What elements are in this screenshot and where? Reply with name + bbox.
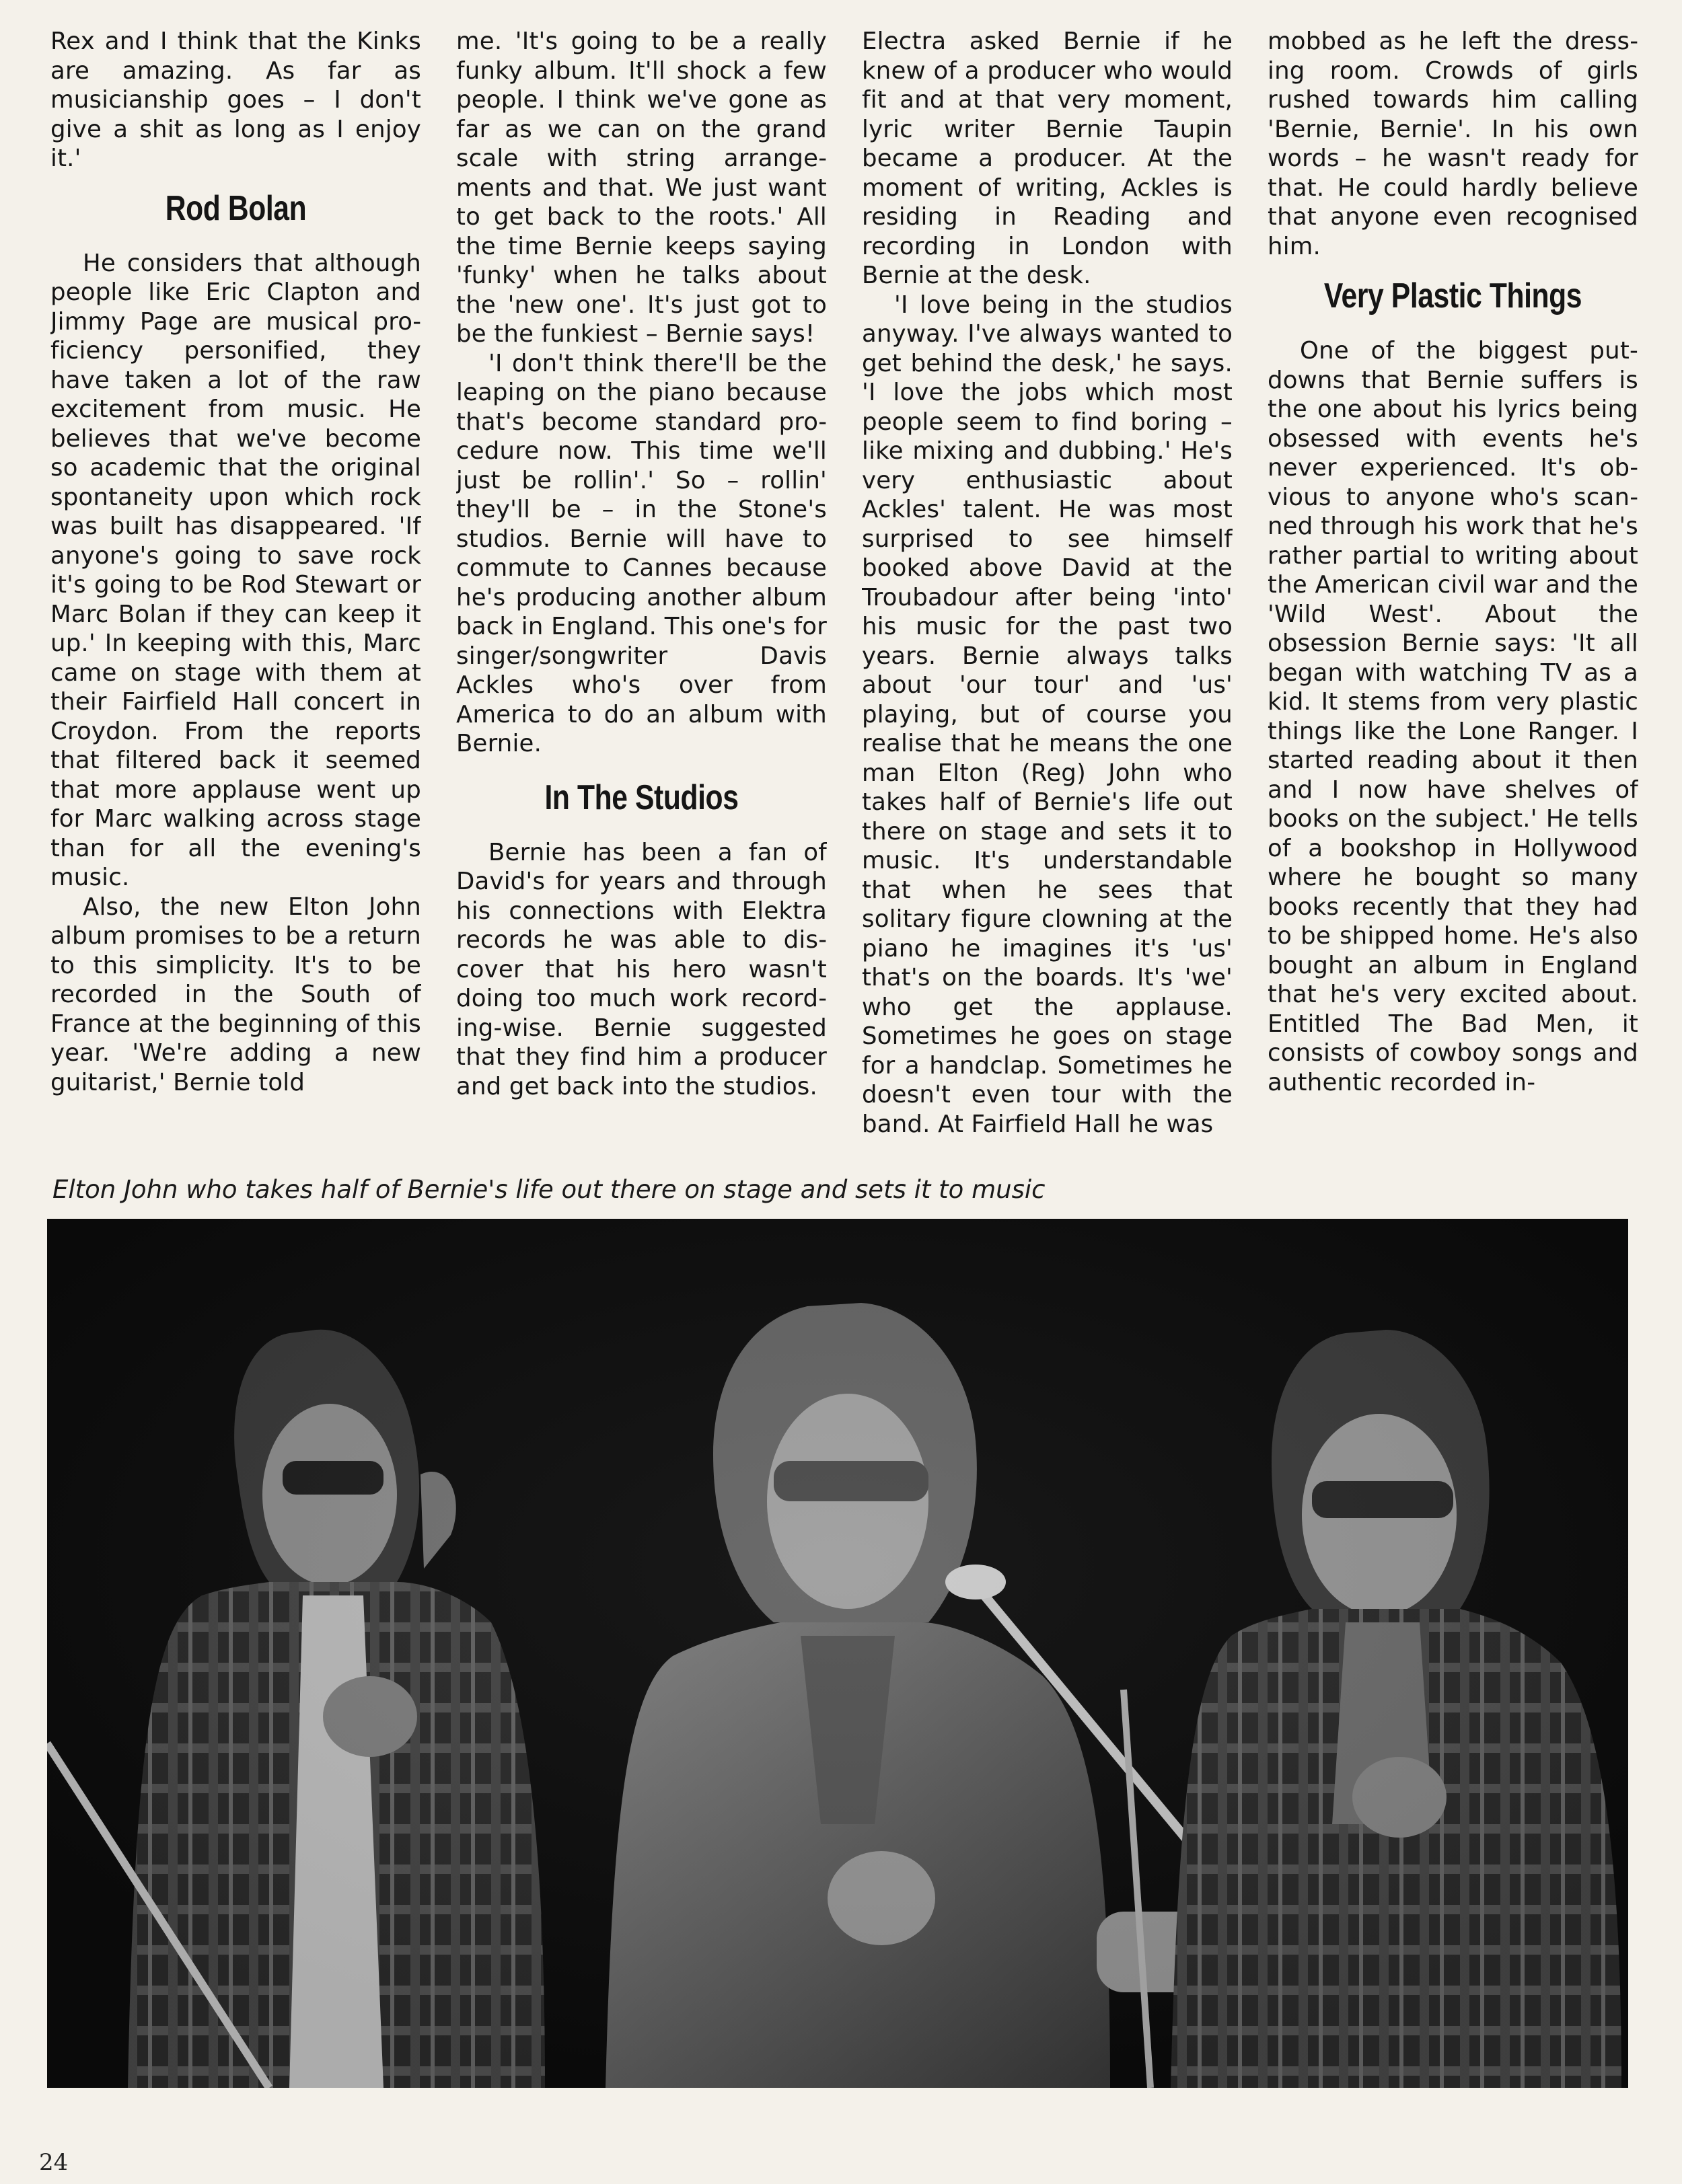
column-2: [456, 27, 827, 1170]
body-paragraph: Bernie has been a fan of David's for years and through his connections with Elektra records he was able to discover that his hero wasn't doing too much work recording-wise. Bernie suggested that they find him a producer and get back into the studios.: [456, 838, 827, 1100]
body-paragraph: mobbed as he left the dressing room. Crowds of girls rushed towards him calling 'Bernie, Bernie'. In his own words – he wasn't ready for that. He could hardly believe that anyone even recognised him.: [1268, 28, 1638, 260]
photo-caption: Elton John who takes half of Bernie's life out there on stage and sets it to music: [52, 1175, 1046, 1204]
section-heading: In The Studios: [544, 778, 739, 817]
body-paragraph: 'I don't think there'll be the leaping on the piano because that's become standard procedure now. This time we'll just be rollin'.' So – rollin' they'll be – in the Stone's studios. Bernie will have to commute to Cannes because he's producing another album back in England. This one's for singer/songwriter Davis Ackles who's over from America to do an album with Bernie.: [456, 349, 827, 757]
column-4: [1268, 27, 1638, 1170]
section-heading: Rod Bolan: [165, 188, 307, 228]
column-1: [50, 27, 421, 1170]
body-paragraph: Rex and I think that the Kinks are amazing. As far as musicianship goes – I don't give a shit as long as I enjoy it.': [50, 28, 421, 172]
body-paragraph: Electra asked Bernie if he knew of a producer who would fit and at that very moment, lyric writer Bernie Taupin became a producer. At the moment of writing, Ackles is residing in Reading and recording in London with Bernie at the desk.: [862, 28, 1233, 289]
body-paragraph: He considers that although people like Eric Clapton and Jimmy Page are musical proficiency personified, they have taken a lot of the raw excitement from music. He believes that we've become so academic that the original spontaneity upon which rock was built has disappeared. 'If anyone's going to save rock it's going to be Rod Stewart or Marc Bolan if they can keep it up.' In keeping with this, Marc came on stage with them at their Fairfield Hall concert in Croydon. From the reports that filtered back it seemed that more applause went up for Marc walking across stage than for all the evening's music.: [50, 249, 421, 891]
body-paragraph: One of the biggest put-downs that Bernie suffers is the one about his lyrics being obsessed with events he's never experienced. It's obvious to anyone who's scanned through his work that he's rather partial to writing about the American civil war and the 'Wild West'. About the obsession Bernie says: 'It all began with watching TV as a kid. It stems from very plastic things like the Lone Ranger. I started reading about it then and I now have shelves of books on the subject.' He tells of a bookshop in Hollywood where he bought so many books recently that they had to be shipped home. He's also bought an album in England that he's very excited about. Entitled The Bad Men, it consists of cowboy songs and authentic recorded in-: [1268, 337, 1638, 1096]
concert-photo: [47, 1219, 1628, 2088]
body-paragraph: me. 'It's going to be a really funky album. It'll shock a few people. I think we've gone as far as we can on the grand scale with string arrangements and that. We just want to get back to the roots.' All the time Bernie keeps saying 'funky' when he talks about the 'new one'. It's just got to be the funkiest – Bernie says!: [456, 28, 827, 348]
article-columns: [50, 27, 1638, 1170]
section-heading: Very Plastic Things: [1323, 276, 1582, 315]
column-3: [862, 27, 1233, 1170]
body-paragraph: Also, the new Elton John album promises to be a return to this simplicity. It's to be recorded in the South of France at the beginning of this year. 'We're adding a new guitarist,' Bernie told: [50, 893, 421, 1096]
body-paragraph: 'I love being in the studios anyway. I've always wanted to get behind the desk,' he says. 'I love the jobs which most people seem to find boring – like mixing and dubbing.' He's very enthusiastic about Ackles' talent. He was most surprised to see himself booked above David at the Troubadour after being 'into' his music for the past two years. Bernie always talks about 'our tour' and 'us' playing, but of course you realise that he means the one man Elton (Reg) John who takes half of Bernie's life out there on stage and sets it to music. It's understandable that when he sees that solitary figure clowning at the piano he imagines it's 'us' that's on the boards. It's 'we' who get the applause. Sometimes he goes on stage for a handclap. Sometimes he doesn't even tour with the band. At Fairfield Hall he was: [862, 291, 1233, 1138]
page-number: 24: [39, 2149, 69, 2176]
